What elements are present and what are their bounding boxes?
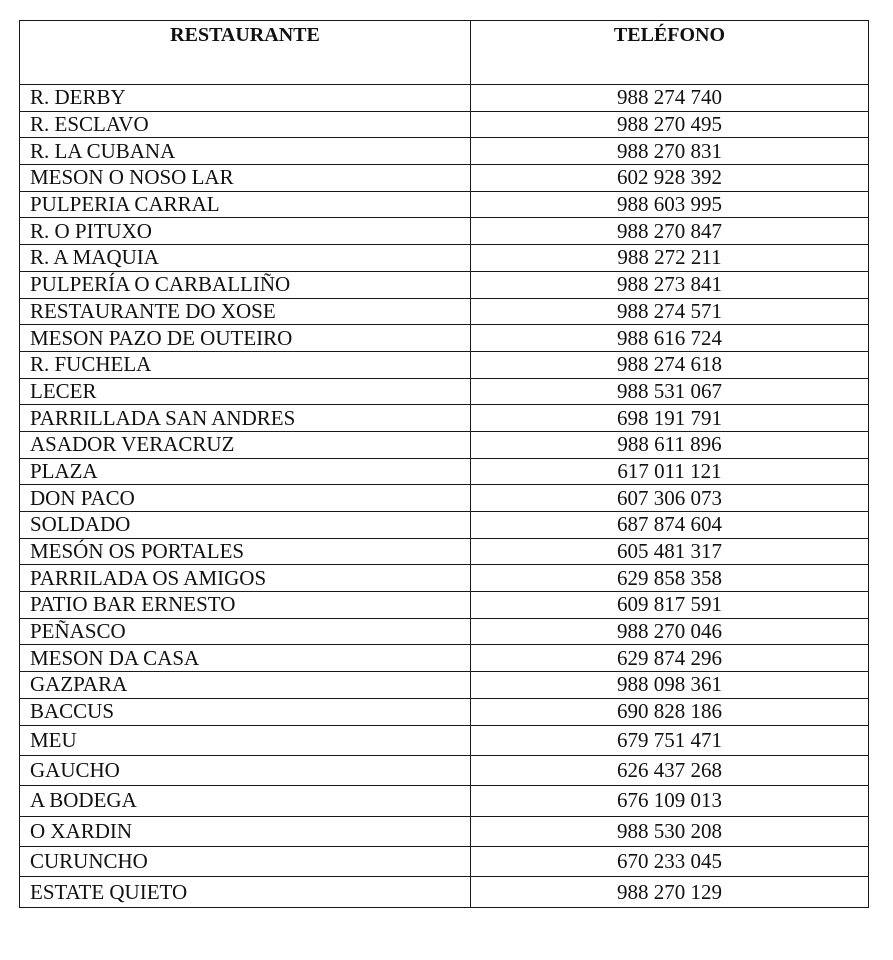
restaurant-phone-table — [19, 20, 869, 908]
phone-number-cell: 988 270 847 — [471, 218, 869, 245]
table-row — [20, 512, 869, 539]
phone-number-cell: 607 306 073 — [471, 485, 869, 512]
table-row — [20, 405, 869, 432]
table-row — [20, 138, 869, 165]
table-row — [20, 218, 869, 245]
restaurant-name-cell: R. A MAQUIA — [20, 245, 471, 272]
table-row — [20, 165, 869, 192]
restaurant-name-cell: DON PACO — [20, 485, 471, 512]
table-row — [20, 111, 869, 138]
phone-number-cell: 988 531 067 — [471, 378, 869, 405]
table-row — [20, 816, 869, 846]
table-row — [20, 565, 869, 592]
phone-number-cell: 988 273 841 — [471, 271, 869, 298]
phone-number-cell: 988 274 618 — [471, 351, 869, 378]
phone-number-cell: 988 603 995 — [471, 191, 869, 218]
restaurant-name-cell: R. LA CUBANA — [20, 138, 471, 165]
phone-number-cell: 679 751 471 — [471, 725, 869, 755]
table-row — [20, 351, 869, 378]
table-row — [20, 592, 869, 619]
header-row — [20, 21, 869, 85]
table-row — [20, 431, 869, 458]
restaurant-column-header: RESTAURANTE — [20, 21, 471, 85]
phone-number-cell: 988 274 571 — [471, 298, 869, 325]
table-row — [20, 191, 869, 218]
restaurant-name-cell: PEÑASCO — [20, 618, 471, 645]
table-row — [20, 245, 869, 272]
phone-number-cell: 988 270 129 — [471, 877, 869, 907]
phone-number-cell: 988 270 495 — [471, 111, 869, 138]
restaurant-name-cell: MESÓN OS PORTALES — [20, 538, 471, 565]
phone-number-cell: 629 858 358 — [471, 565, 869, 592]
phone-number-cell: 605 481 317 — [471, 538, 869, 565]
phone-number-cell: 609 817 591 — [471, 592, 869, 619]
table-row — [20, 85, 869, 112]
phone-number-cell: 988 270 831 — [471, 138, 869, 165]
table-row — [20, 847, 869, 877]
table-row — [20, 672, 869, 699]
table-row — [20, 538, 869, 565]
phone-number-cell: 687 874 604 — [471, 512, 869, 539]
restaurant-name-cell: PLAZA — [20, 458, 471, 485]
phone-number-cell: 988 098 361 — [471, 672, 869, 699]
restaurant-name-cell: RESTAURANTE DO XOSE — [20, 298, 471, 325]
phone-number-cell: 617 011 121 — [471, 458, 869, 485]
table-row — [20, 877, 869, 907]
restaurant-name-cell: R. O PITUXO — [20, 218, 471, 245]
restaurant-name-cell: MESON DA CASA — [20, 645, 471, 672]
restaurant-name-cell: PATIO BAR ERNESTO — [20, 592, 471, 619]
table-row — [20, 325, 869, 352]
restaurant-name-cell: MESON PAZO DE OUTEIRO — [20, 325, 471, 352]
restaurant-name-cell: BACCUS — [20, 698, 471, 725]
table-row — [20, 645, 869, 672]
phone-number-cell: 670 233 045 — [471, 847, 869, 877]
table-row — [20, 698, 869, 725]
restaurant-name-cell: ESTATE QUIETO — [20, 877, 471, 907]
table-row — [20, 725, 869, 755]
phone-number-cell: 988 530 208 — [471, 816, 869, 846]
restaurant-name-cell: R. FUCHELA — [20, 351, 471, 378]
phone-number-cell: 988 611 896 — [471, 431, 869, 458]
restaurant-name-cell: SOLDADO — [20, 512, 471, 539]
restaurant-name-cell: PULPERIA CARRAL — [20, 191, 471, 218]
restaurant-name-cell: PARRILLADA SAN ANDRES — [20, 405, 471, 432]
restaurant-name-cell: MEU — [20, 725, 471, 755]
restaurant-name-cell: A BODEGA — [20, 786, 471, 816]
phone-number-cell: 626 437 268 — [471, 755, 869, 785]
table-row — [20, 786, 869, 816]
restaurant-name-cell: PARRILADA OS AMIGOS — [20, 565, 471, 592]
phone-number-cell: 602 928 392 — [471, 165, 869, 192]
table-row — [20, 458, 869, 485]
restaurant-name-cell: PULPERÍA O CARBALLIÑO — [20, 271, 471, 298]
table-row — [20, 618, 869, 645]
phone-column-header: TELÉFONO — [471, 21, 869, 85]
restaurant-name-cell: R. DERBY — [20, 85, 471, 112]
restaurant-name-cell: MESON O NOSO LAR — [20, 165, 471, 192]
table-row — [20, 271, 869, 298]
phone-number-cell: 698 191 791 — [471, 405, 869, 432]
restaurant-name-cell: GAZPARA — [20, 672, 471, 699]
restaurant-name-cell: O XARDIN — [20, 816, 471, 846]
table-row — [20, 378, 869, 405]
phone-number-cell: 988 270 046 — [471, 618, 869, 645]
table-row — [20, 755, 869, 785]
restaurant-name-cell: GAUCHO — [20, 755, 471, 785]
table-row — [20, 298, 869, 325]
phone-number-cell: 988 272 211 — [471, 245, 869, 272]
phone-number-cell: 629 874 296 — [471, 645, 869, 672]
table-body — [20, 85, 869, 908]
restaurant-name-cell: LECER — [20, 378, 471, 405]
phone-number-cell: 988 274 740 — [471, 85, 869, 112]
restaurant-name-cell: CURUNCHO — [20, 847, 471, 877]
phone-number-cell: 676 109 013 — [471, 786, 869, 816]
restaurant-name-cell: ASADOR VERACRUZ — [20, 431, 471, 458]
restaurant-name-cell: R. ESCLAVO — [20, 111, 471, 138]
table-row — [20, 485, 869, 512]
phone-number-cell: 690 828 186 — [471, 698, 869, 725]
phone-number-cell: 988 616 724 — [471, 325, 869, 352]
